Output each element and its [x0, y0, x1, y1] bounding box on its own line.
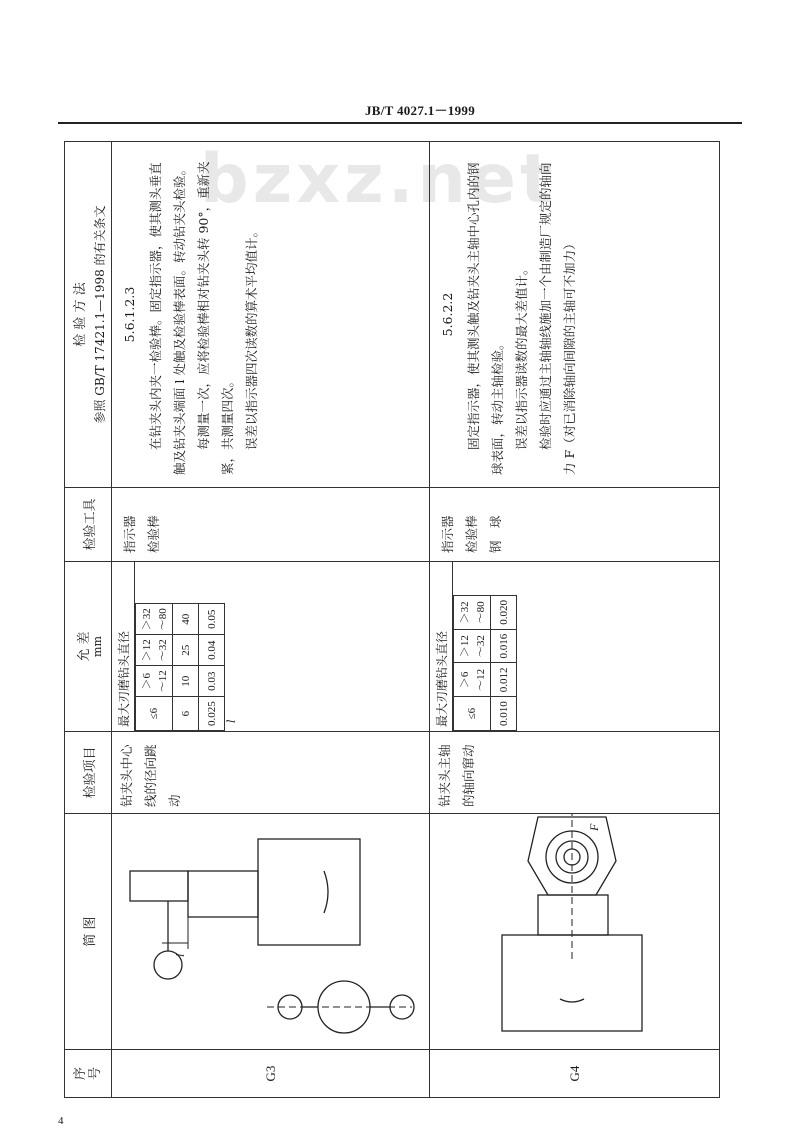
header-item: 检验项目 — [65, 732, 112, 814]
tolerance-g4 — [430, 562, 720, 732]
header-method-label: 检 验 方 法 — [72, 282, 88, 347]
method-ref-g3: 5.6.1.2.3 — [122, 286, 137, 343]
g4-diam-2: ＞6 ～12 — [454, 663, 491, 697]
method-g4-p2: 误差以指示器读数的最大差值计。 — [514, 262, 529, 450]
g4-base — [502, 935, 642, 1031]
seq-g3: G3 — [112, 1050, 430, 1098]
g4-tol-4: 0.020 — [491, 596, 517, 630]
header-tolerance-unit: mm — [90, 636, 104, 657]
g3-diam-2: ＞6 ～12 — [136, 666, 173, 697]
tolerance-caption-g3: 最大刃磨钻头直径 — [112, 562, 135, 731]
header-tolerance — [65, 562, 112, 732]
method-g3-p2: 每测量一次，应将检验棒相对钻夹头转 90°，重新夹紧，共测量四次。 — [196, 161, 235, 475]
header-seq-1: 序 — [73, 1067, 88, 1081]
figure-g3 — [112, 814, 430, 1050]
tool-indicator: 指示器 — [440, 515, 455, 553]
g4-spindle — [538, 895, 608, 935]
method-g4 — [430, 142, 720, 488]
inspection-table — [64, 141, 720, 1098]
header-seq — [65, 1050, 112, 1098]
tolerance-table-g4 — [453, 595, 517, 731]
header-method-ref: 参照 GB/T 17421.1—1998 的有关条文 — [92, 205, 107, 424]
g4-fig-label: F — [587, 823, 601, 831]
g3-diam-1: ≤6 — [136, 697, 173, 731]
figure-g4 — [430, 814, 720, 1050]
seq-g4: G4 — [430, 1050, 720, 1098]
g3-diam-3: ＞12 ～32 — [136, 635, 173, 666]
tool-indicator: 指示器 — [122, 515, 137, 553]
table-header-row — [65, 142, 112, 1098]
tools-g3 — [112, 488, 430, 562]
g3-l-2: 10 — [173, 666, 199, 697]
g4-tol-3: 0.016 — [491, 629, 517, 663]
watermark: bzxz.net — [200, 140, 557, 219]
g4-tol-1: 0.010 — [491, 697, 517, 731]
g3-diagram — [112, 813, 430, 1049]
g3-l-4: 40 — [173, 604, 199, 635]
g4-diam-3: ＞12 ～32 — [454, 629, 491, 663]
g3-l-label: l — [225, 719, 238, 723]
tool-steel-ball: 钢 球 — [488, 515, 503, 553]
method-g3-p1: 在钻夹头内夹一检验棒。固定指示器，使其测头垂直触及钻夹头端面 l 处触及检验棒表面。转动钻夹头检验。 — [148, 162, 187, 475]
g3-diam-4: ＞32 ～80 — [136, 604, 173, 635]
g4-arc-mark — [560, 999, 584, 1002]
method-g4-p3: 检验时应通过主轴轴线施加一个由制造厂规定的轴向力 F（对已消除轴向间隙的主轴可不加力） — [538, 162, 577, 475]
table-row — [112, 142, 430, 1098]
g3-l-3: 25 — [173, 635, 199, 666]
g3-tol-1: 0.025 — [199, 697, 225, 731]
tools-g4 — [430, 488, 720, 562]
tolerance-g3 — [112, 562, 430, 732]
g3-chuck — [188, 871, 258, 917]
method-ref-g4: 5.6.2.2 — [440, 292, 455, 337]
method-g4-p1: 固定指示器，使其测头触及钻夹头主轴中心孔内的钢球表面，转动主轴检验。 — [466, 162, 505, 475]
g3-spindle-body — [258, 839, 360, 945]
g3-l-1: 6 — [173, 697, 199, 731]
header-method — [65, 142, 112, 488]
header-tools: 检验工具 — [65, 488, 112, 562]
tool-test-bar: 检验棒 — [464, 515, 479, 553]
method-g3 — [112, 142, 430, 488]
g4-diagram — [430, 813, 720, 1049]
tolerance-table-g3 — [135, 603, 225, 731]
g3-arc-mark — [324, 871, 328, 913]
item-g3: 钻夹头中心线的径向跳动 — [112, 732, 430, 814]
g3-test-bar — [130, 871, 188, 901]
g3-tol-3: 0.04 — [199, 635, 225, 666]
standard-number: JB/T 4027.1－1999 — [364, 103, 476, 118]
table-row — [430, 142, 720, 1098]
item-g4: 钻夹头主轴的轴向窜动 — [430, 732, 720, 814]
header-rule — [58, 122, 742, 124]
g4-diam-4: ＞32 ～80 — [454, 596, 491, 630]
header-tolerance-label: 允 差 — [76, 631, 92, 662]
header-seq-2: 号 — [88, 1067, 103, 1081]
page-number: 4 — [58, 1115, 64, 1127]
method-g3-p3: 误差以指示器四次读数的算术平均值计。 — [244, 224, 259, 450]
g3-tol-2: 0.03 — [199, 666, 225, 697]
g4-diam-1: ≤6 — [454, 697, 491, 731]
header-figure: 简 图 — [65, 814, 112, 1050]
tolerance-caption-g4: 最大刃磨钻头直径 — [430, 562, 453, 731]
g3-tol-4: 0.05 — [199, 604, 225, 635]
g3-fig-label: l — [173, 953, 187, 957]
tool-test-bar: 检验棒 — [146, 515, 161, 553]
g4-tol-2: 0.012 — [491, 663, 517, 697]
rotated-table-container — [64, 142, 718, 1098]
